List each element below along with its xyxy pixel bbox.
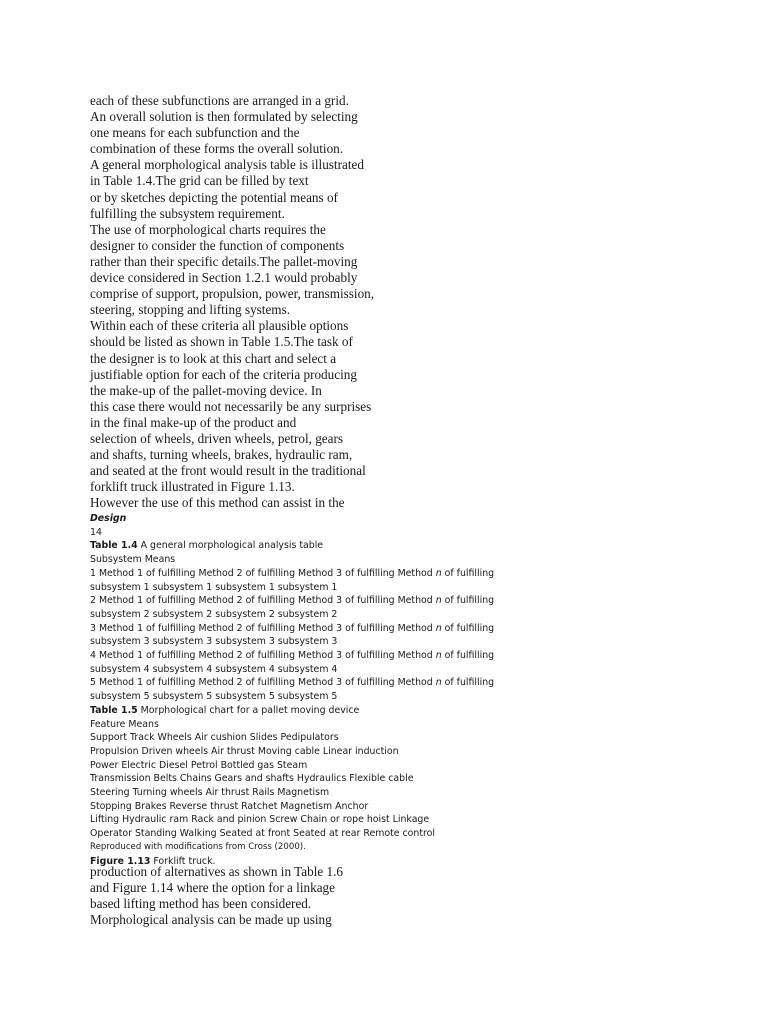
figure-1-13-label: Figure 1.13 [90,855,151,867]
row-n: n [435,622,442,634]
row-text: of fulfilling [441,622,495,634]
table-1-4-row-cont: subsystem 1 subsystem 1 subsystem 1 subsystem 1 [90,581,338,593]
running-header-text: Design [90,513,127,524]
table-1-4-row-cont: subsystem 3 subsystem 3 subsystem 3 subsystem 3 [90,636,338,648]
table-1-4-row [90,567,530,581]
body-line: An overall solution is then formulated by selecting [90,109,358,125]
table-1-5-row: Transmission Belts Chains Gears and shafts Hydraulics Flexible cable [90,773,414,785]
body-line: steering, stopping and lifting systems. [90,302,290,318]
body-line: in Table 1.4.The grid can be filled by text [90,173,309,189]
body-line: and shafts, turning wheels, brakes, hydraulic ram, [90,447,353,463]
row-text: of fulfilling [441,595,495,607]
body-line: production of alternatives as shown in Table 1.6 [90,864,344,879]
body-text-top [90,93,510,511]
table-1-5-title: Morphological chart for a pallet moving device [137,704,360,716]
row-text: 3 Method 1 of fulfilling Method 2 of fulfilling Method 3 of fulfilling Method [90,622,436,634]
body-line: comprise of support, propulsion, power, transmission, [90,286,375,302]
body-line: or by sketches depicting the potential means of [90,189,338,205]
body-line: Within each of these criteria all plausible options [90,318,349,334]
body-line: device considered in Section 1.2.1 would probably [90,270,358,286]
body-text-bottom [90,864,510,928]
body-line: should be listed as shown in Table 1.5.The task of [90,334,353,350]
body-line: and Figure 1.14 where the option for a linkage [90,880,335,896]
table-1-4-row-cont: subsystem 4 subsystem 4 subsystem 4 subsystem 4 [90,663,338,675]
body-line: and seated at the front would result in the traditional [90,463,366,479]
page-number: 14 [90,526,102,538]
table-1-4-row [90,649,530,663]
body-line: Morphological analysis can be made up using [90,912,332,928]
table-1-4-caption [90,539,530,553]
body-line: The use of morphological charts requires the [90,221,326,237]
body-line: forklift truck illustrated in Figure 1.13. [90,479,295,495]
body-line: justifiable option for each of the criteria producing [90,366,357,382]
row-text: 5 Method 1 of fulfilling Method 2 of fulfilling Method 3 of fulfilling Method [90,677,436,689]
body-line: based lifting method has been considered. [90,896,312,912]
table-1-5-header: Feature Means [90,718,159,730]
row-n: n [435,677,442,689]
source-note: Reproduced with modifications from Cross (2000). [90,841,306,852]
row-text: 1 Method 1 of fulfilling Method 2 of fulfilling Method 3 of fulfilling Method [90,567,436,579]
table-1-5-row: Stopping Brakes Reverse thrust Ratchet Magnetism Anchor [90,800,369,812]
table-1-5-row: Lifting Hydraulic ram Rack and pinion Screw Chain or rope hoist Linkage [90,814,430,826]
table-1-4-row [90,676,530,690]
row-text: 4 Method 1 of fulfilling Method 2 of fulfilling Method 3 of fulfilling Method [90,650,436,662]
tables-section [90,512,530,868]
row-text: 2 Method 1 of fulfilling Method 2 of fulfilling Method 3 of fulfilling Method [90,595,436,607]
table-1-5-row: Power Electric Diesel Petrol Bottled gas Steam [90,759,308,771]
row-n: n [435,650,442,662]
body-line: fulfilling the subsystem requirement. [90,205,285,221]
table-1-4-title: A general morphological analysis table [137,540,324,552]
table-1-5-row: Support Track Wheels Air cushion Slides Pedipulators [90,732,339,744]
table-1-5-row: Operator Standing Walking Seated at front Seated at rear Remote control [90,828,436,840]
body-line: this case there would not necessarily be any surprises [90,398,372,414]
row-n: n [435,595,442,607]
running-header [90,512,530,526]
body-line: each of these subfunctions are arranged in a grid. [90,93,349,108]
row-n: n [435,567,442,579]
body-line: designer to consider the function of components [90,237,345,253]
body-line: one means for each subfunction and the [90,125,300,141]
table-1-4-row-cont: subsystem 2 subsystem 2 subsystem 2 subsystem 2 [90,608,338,620]
body-line: the make-up of the pallet-moving device. In [90,382,322,398]
table-1-4-row [90,594,530,608]
table-1-5-label: Table 1.5 [90,704,138,716]
table-1-4-label: Table 1.4 [90,540,138,552]
body-line: in the final make-up of the product and [90,414,297,430]
table-1-4-row-cont: subsystem 5 subsystem 5 subsystem 5 subsystem 5 [90,691,338,703]
row-text: of fulfilling [441,567,495,579]
body-line: selection of wheels, driven wheels, petrol, gears [90,430,344,446]
body-line: the designer is to look at this chart and select a [90,350,337,366]
row-text: of fulfilling [441,677,495,689]
figure-1-13-text: Forklift truck. [150,855,216,867]
body-line: However the use of this method can assist in the [90,495,345,511]
body-line: A general morphological analysis table is illustrated [90,157,364,173]
body-line: rather than their specific details.The pallet-moving [90,253,358,269]
table-1-5-caption [90,704,530,718]
table-1-4-header: Subsystem Means [90,554,176,566]
body-line: combination of these forms the overall solution. [90,141,344,157]
table-1-5-row: Propulsion Driven wheels Air thrust Moving cable Linear induction [90,745,399,757]
table-1-5-row: Steering Turning wheels Air thrust Rails Magnetism [90,787,330,799]
table-1-4-row [90,622,530,636]
row-text: of fulfilling [441,650,495,662]
